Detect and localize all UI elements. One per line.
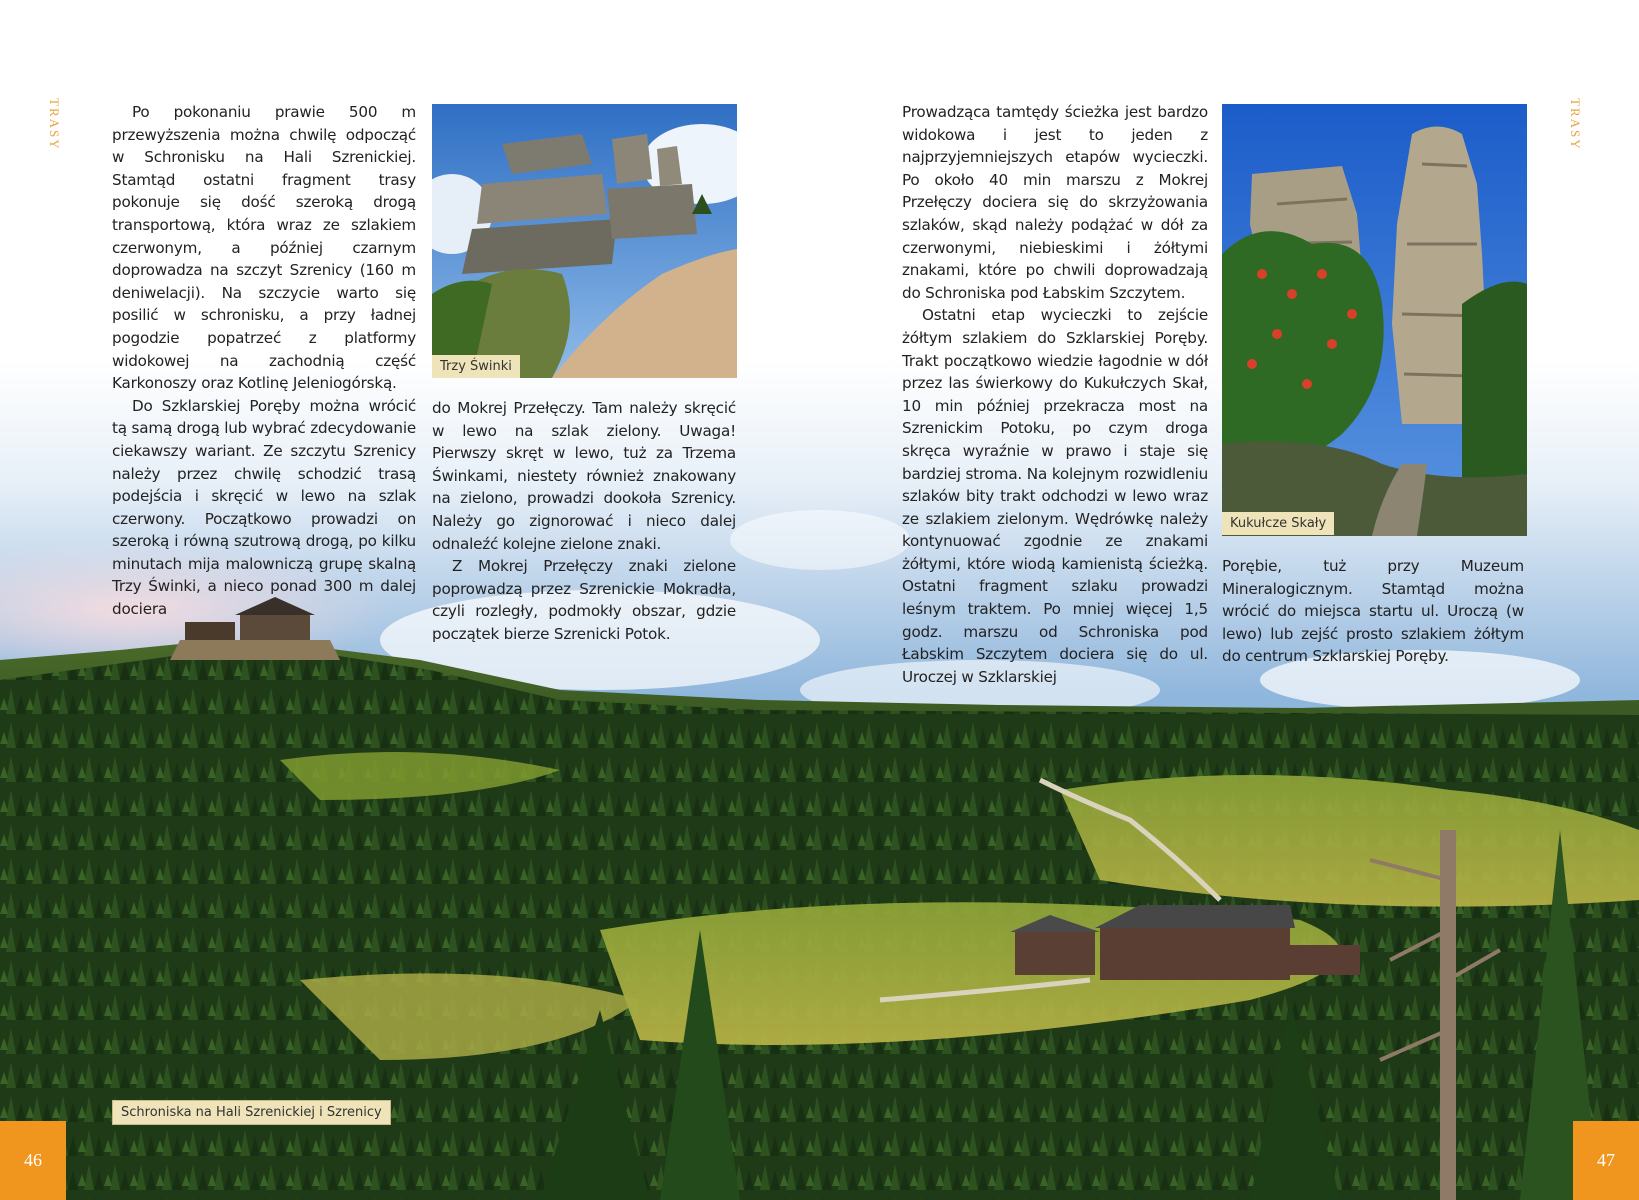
paragraph: Porębie, tuż przy Muzeum Mineralogicznym. Stamtąd można wrócić do miejsca startu ul. Uroczą (w lewo) lub zejść prosto szlakiem żółtym do centrum Szklarskiej Poręby. [1222, 557, 1524, 666]
text-column-1 [112, 101, 416, 621]
page-number-left: 46 [0, 1121, 66, 1200]
page-number-right: 47 [1573, 1121, 1639, 1200]
paragraph: Ostatni etap wycieczki to zejście żółtym szlakiem do Szklarskiej Poręby. Trakt początkowo wiedzie łagodnie w dół przez las świerkowy do Kukułczych Skał, 10 min później przekracza most na Szrenickim Potoku, po czym droga skręca wyraźnie w prawo i staje się bardziej stroma. Na kolejnym rozwidleniu szlaków bity trakt odchodzi w lewo wraz ze szlakiem zielonym. Wędrówkę należy kontynuować zgodnie ze znakami żółtymi, które wiodą kamienistą ścieżką. Ostatni fragment szlaku prowadzi leśnym traktem. Po mniej więcej 1,5 godz. marszu od Schroniska pod Łabskim Szczytem dociera się do ul. Uroczej w Szklarskiej [902, 306, 1208, 686]
paragraph: Z Mokrej Przełęczy znaki zielone poprowadzą przez Szrenickie Mokradła, czyli rozległy, podmokły obszar, gdzie początek bierze Szrenicki Potok. [432, 557, 736, 643]
caption-trzy-swinki: Trzy Świnki [432, 355, 520, 378]
paragraph: Do Szklarskiej Poręby można wrócić tą samą drogą lub wybrać zdecydowanie ciekawszy wariant. Ze szczytu Szrenicy należy przez chwilę schodzić trasą podejścia i skręcić w lewo na szlak czerwony. Początkowo prowadzi on szeroką i równą szutrową drogą, po kilku minutach mija malowniczą grupę skalną Trzy Świnki, a nieco ponad 300 m dalej dociera [112, 396, 416, 619]
caption-kukulcze-skaly: Kukułcze Skały [1222, 512, 1334, 535]
text-column-2 [432, 397, 736, 646]
text-column-3 [902, 101, 1208, 688]
caption-schroniska: Schroniska na Hali Szrenickiej i Szrenicy [112, 1100, 391, 1125]
paragraph: do Mokrej Przełęczy. Tam należy skręcić w lewo na szlak zielony. Uwaga! Pierwszy skręt w lewo, tuż za Trzema Świnkami, niestety również znakowany na zielono, prowadzi dookoła Szrenicy. Należy go zignorować i nieco dalej odnaleźć kolejne zielone znaki. [432, 399, 736, 553]
section-label-right: TRASY [1568, 98, 1583, 151]
section-label-left: TRASY [47, 98, 62, 151]
text-column-4 [1222, 555, 1524, 668]
paragraph: Prowadząca tamtędy ścieżka jest bardzo widokowa i jest to jeden z najprzyjemniejszych etapów wycieczki. Po około 40 min marszu z Mokrej Przełęczy dociera się do skrzyżowania szlaków, skąd należy podążać w dół za czerwonymi, niebieskimi i żółtymi znakami, które po chwili doprowadzają do Schroniska pod Łabskim Szczytem. [902, 103, 1208, 302]
photo-trzy-swinki [432, 104, 737, 378]
photo-kukulcze-skaly [1222, 104, 1527, 536]
paragraph: Po pokonaniu prawie 500 m przewyższenia można chwilę odpocząć w Schronisku na Hali Szrenickiej. Stamtąd ostatni fragment trasy pokonuje się dość szeroką drogą transportową, która wraz ze szlakiem czerwonym, a później czarnym doprowadza na szczyt Szrenicy (160 m deniwelacji). Na szczycie warto się posilić w schronisku, a przy ładnej pogodzie popatrzeć z platformy widokowej na zachodnią część Karkonoszy oraz Kotlinę Jeleniogórską. [112, 103, 416, 393]
